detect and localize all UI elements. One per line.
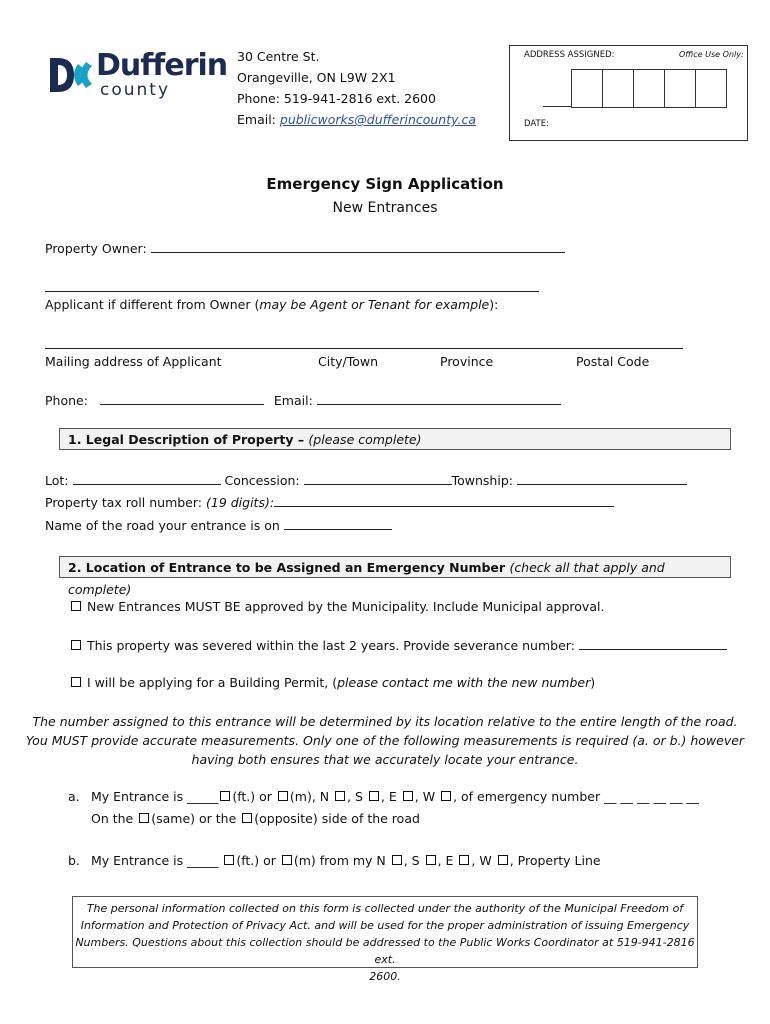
section-1-header: 1. Legal Description of Property – (please complete) (59, 428, 731, 450)
roll-number-input[interactable] (274, 494, 614, 507)
lot-label: Lot: (45, 473, 69, 488)
email-input[interactable] (317, 392, 561, 405)
address-underline (543, 106, 571, 107)
province-label: Province (440, 354, 494, 369)
option-severed: This property was severed within the last 2 years. Provide severance number: (69, 637, 727, 653)
west-checkbox-a[interactable] (441, 791, 451, 801)
south-checkbox-a[interactable] (369, 791, 379, 801)
option-b-line: My Entrance is _____ (ft.) or (m) from my N , S , E , W , Property Line (91, 853, 601, 868)
ft-checkbox-a[interactable] (220, 791, 230, 801)
option-a-line1: My Entrance is _____ (ft.) or (m), N , S , E , W , of emergency number __ __ __ __ __ __ (91, 789, 699, 804)
form-title: Emergency Sign Application (266, 175, 504, 193)
owner-second-line[interactable] (45, 279, 539, 292)
south-checkbox-b[interactable] (426, 855, 436, 865)
west-checkbox-b[interactable] (498, 855, 508, 865)
section-2-header: 2. Location of Entrance to be Assigned an Emergency Number (check all that apply and complete) (59, 556, 731, 578)
phone-input[interactable] (100, 392, 264, 405)
ft-checkbox-b[interactable] (224, 855, 234, 865)
m-checkbox-b[interactable] (282, 855, 292, 865)
north-checkbox-b[interactable] (392, 855, 402, 865)
logo-subtitle: county (100, 80, 171, 100)
option-building-permit: I will be applying for a Building Permit, (please contact me with the new number) (69, 675, 595, 690)
m-checkbox-a[interactable] (278, 791, 288, 801)
concession-label: Concession: (224, 473, 300, 488)
contact-row (45, 392, 561, 408)
severed-checkbox[interactable] (71, 640, 81, 650)
same-side-checkbox[interactable] (139, 813, 149, 823)
applicant-label: Applicant if different from Owner (may be Agent or Tenant for example): (45, 297, 499, 312)
office-use-box (509, 45, 748, 141)
date-label: DATE: (524, 119, 549, 129)
logo-wordmark: Dufferin (96, 48, 228, 83)
email-label: Email: (237, 112, 276, 127)
privacy-notice: The personal information collected on this form is collected under the authority of the Municipal Freedom of Information and Protection of Privacy Act. and will be used for the proper administration of issuing Emergency Numbers. Questions about this collection should be addressed to the Public Works Coordinator at 519-941-2816 ext. 2600. (72, 896, 698, 968)
road-name-input[interactable] (284, 517, 392, 530)
severance-number-input[interactable] (579, 637, 727, 650)
measurement-instructions: The number assigned to this entrance will be determined by its location relative to the entire length of the road. You MUST provide accurate measurements. Only one of the following measurements is required (a. or b.) however having both ensures that we accurately locate your entrance. (25, 714, 745, 767)
county-logo (48, 50, 228, 110)
email-line (237, 109, 476, 130)
city-address: Orangeville, ON L9W 2X1 (237, 70, 396, 85)
email-field-label: Email: (273, 393, 313, 408)
approval-checkbox[interactable] (71, 601, 81, 611)
east-checkbox-b[interactable] (459, 855, 469, 865)
township-input[interactable] (517, 472, 687, 485)
lot-row (45, 472, 687, 488)
mailing-address-label: Mailing address of Applicant (45, 354, 222, 369)
postal-code-label: Postal Code (576, 354, 650, 369)
east-checkbox-a[interactable] (403, 791, 413, 801)
city-town-label: City/Town (318, 354, 379, 369)
address-assigned-label: ADDRESS ASSIGNED: (524, 50, 615, 60)
north-checkbox-a[interactable] (335, 791, 345, 801)
office-use-label: Office Use Only: (679, 50, 744, 59)
option-approval: New Entrances MUST BE approved by the Municipality. Include Municipal approval. (69, 599, 604, 614)
opposite-side-checkbox[interactable] (242, 813, 252, 823)
option-a-line2: On the (same) or the (opposite) side of the road (91, 811, 420, 826)
property-owner-row (45, 240, 565, 256)
road-name-row: Name of the road your entrance is on (45, 517, 392, 533)
email-link[interactable]: publicworks@dufferincounty.ca (279, 112, 477, 127)
lot-input[interactable] (73, 472, 221, 485)
property-owner-label: Property Owner: (45, 241, 147, 256)
address-digit-boxes[interactable] (571, 69, 727, 108)
logo-mark-icon (48, 54, 94, 96)
form-subtitle: New Entrances (332, 200, 438, 216)
phone-label: Phone: (45, 393, 88, 408)
organization-address (237, 46, 476, 130)
street-address: 30 Centre St. (237, 49, 320, 64)
option-b-letter: b. (68, 853, 80, 868)
concession-input[interactable] (304, 472, 452, 485)
property-owner-input[interactable] (151, 240, 565, 253)
applicant-address-input[interactable] (45, 336, 683, 349)
phone-number: Phone: 519-941-2816 ext. 2600 (237, 91, 436, 106)
option-a-letter: a. (68, 789, 80, 804)
roll-number-row: Property tax roll number: (19 digits): (45, 494, 614, 510)
township-label: Township: (451, 473, 513, 488)
building-permit-checkbox[interactable] (71, 677, 81, 687)
